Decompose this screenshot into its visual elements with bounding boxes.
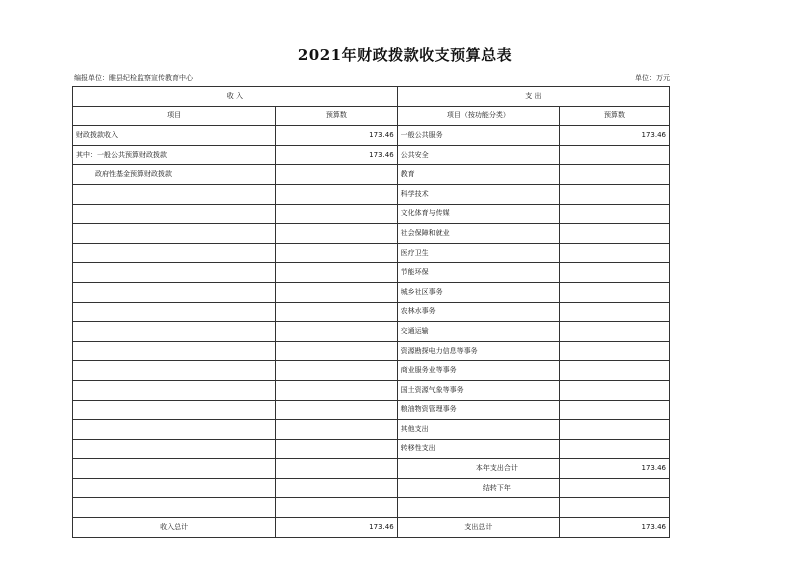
table-row xyxy=(73,361,670,381)
expense-value-cell xyxy=(560,361,670,381)
table-row xyxy=(73,341,670,361)
income-item-cell xyxy=(73,478,276,498)
expense-value-cell xyxy=(560,439,670,459)
expense-value-cell xyxy=(560,145,670,165)
income-value-cell xyxy=(276,439,398,459)
income-item-cell xyxy=(73,498,276,518)
expense-year-total-value: 173.46 xyxy=(560,459,670,479)
income-value-cell xyxy=(276,224,398,244)
expense-item-header: 项目（按功能分类） xyxy=(397,106,559,126)
expense-item-cell: 其他支出 xyxy=(397,420,559,440)
income-value-cell xyxy=(276,459,398,479)
income-item-cell xyxy=(73,420,276,440)
totals-row xyxy=(73,518,670,538)
income-value-cell: 173.46 xyxy=(276,145,398,165)
expense-value-cell xyxy=(560,282,670,302)
expense-item-cell: 文化体育与传媒 xyxy=(397,204,559,224)
income-value-cell xyxy=(276,165,398,185)
income-budget-header: 预算数 xyxy=(276,106,398,126)
expense-item-cell: 科学技术 xyxy=(397,184,559,204)
carry-forward-row xyxy=(73,478,670,498)
expense-value-cell: 173.46 xyxy=(560,126,670,146)
expense-item-cell: 农林水事务 xyxy=(397,302,559,322)
income-item-cell: 政府性基金预算财政拨款 xyxy=(73,165,276,185)
income-item-cell xyxy=(73,459,276,479)
income-section-header: 收 入 xyxy=(73,87,398,107)
expense-total-value: 173.46 xyxy=(560,518,670,538)
table-row xyxy=(73,184,670,204)
expense-value-cell xyxy=(560,263,670,283)
income-value-cell xyxy=(276,498,398,518)
table-row xyxy=(73,498,670,518)
income-value-cell xyxy=(276,204,398,224)
income-item-cell xyxy=(73,184,276,204)
income-item-cell xyxy=(73,380,276,400)
income-item-cell xyxy=(73,224,276,244)
table-row xyxy=(73,204,670,224)
expense-value-cell xyxy=(560,184,670,204)
income-value-cell xyxy=(276,322,398,342)
income-value-cell xyxy=(276,361,398,381)
expense-value-cell xyxy=(560,204,670,224)
expense-item-cell: 国土资源气象等事务 xyxy=(397,380,559,400)
income-value-cell xyxy=(276,341,398,361)
column-header-row xyxy=(73,106,670,126)
income-item-cell xyxy=(73,439,276,459)
table-row xyxy=(73,439,670,459)
table-row xyxy=(73,126,670,146)
expense-item-cell: 一般公共服务 xyxy=(397,126,559,146)
table-row xyxy=(73,243,670,263)
expense-item-cell: 商业服务业等事务 xyxy=(397,361,559,381)
income-item-header: 项目 xyxy=(73,106,276,126)
table-row xyxy=(73,420,670,440)
table-row xyxy=(73,145,670,165)
table-row xyxy=(73,282,670,302)
income-total-value: 173.46 xyxy=(276,518,398,538)
expense-value-cell xyxy=(560,498,670,518)
income-value-cell xyxy=(276,263,398,283)
table-row xyxy=(73,263,670,283)
carry-forward-label: 结转下年 xyxy=(397,478,559,498)
expense-year-total-row xyxy=(73,459,670,479)
income-value-cell xyxy=(276,400,398,420)
expense-item-cell: 公共安全 xyxy=(397,145,559,165)
table-row xyxy=(73,302,670,322)
income-item-cell xyxy=(73,263,276,283)
income-value-cell xyxy=(276,380,398,400)
section-header-row xyxy=(73,87,670,107)
income-value-cell xyxy=(276,420,398,440)
expense-value-cell xyxy=(560,341,670,361)
income-value-cell xyxy=(276,282,398,302)
income-item-cell xyxy=(73,302,276,322)
table-row xyxy=(73,322,670,342)
expense-item-cell: 粮油物资管理事务 xyxy=(397,400,559,420)
expense-item-cell: 社会保障和就业 xyxy=(397,224,559,244)
expense-item-cell: 教育 xyxy=(397,165,559,185)
expense-value-cell xyxy=(560,420,670,440)
expense-total-label: 支出总计 xyxy=(397,518,559,538)
income-value-cell xyxy=(276,302,398,322)
expense-value-cell xyxy=(560,243,670,263)
income-item-cell xyxy=(73,341,276,361)
expense-item-cell: 转移性支出 xyxy=(397,439,559,459)
income-item-cell xyxy=(73,243,276,263)
expense-budget-header: 预算数 xyxy=(560,106,670,126)
income-item-cell xyxy=(73,400,276,420)
carry-forward-value xyxy=(560,478,670,498)
expense-item-cell: 节能环保 xyxy=(397,263,559,283)
income-item-cell xyxy=(73,204,276,224)
expense-section-header: 支 出 xyxy=(397,87,669,107)
income-value-cell xyxy=(276,243,398,263)
income-item-cell xyxy=(73,361,276,381)
income-total-label: 收入总计 xyxy=(73,518,276,538)
budget-table xyxy=(72,86,670,538)
expense-year-total-label: 本年支出合计 xyxy=(397,459,559,479)
expense-value-cell xyxy=(560,302,670,322)
income-item-cell xyxy=(73,322,276,342)
expense-value-cell xyxy=(560,165,670,185)
expense-item-cell xyxy=(397,498,559,518)
table-row xyxy=(73,380,670,400)
reporting-unit: 编报单位：睢县纪检监察宣传教育中心 xyxy=(74,74,193,82)
expense-item-cell: 医疗卫生 xyxy=(397,243,559,263)
income-value-cell xyxy=(276,184,398,204)
expense-value-cell xyxy=(560,400,670,420)
table-row xyxy=(73,400,670,420)
currency-unit: 单位：万元 xyxy=(635,74,670,82)
income-value-cell: 173.46 xyxy=(276,126,398,146)
income-item-cell xyxy=(73,282,276,302)
expense-value-cell xyxy=(560,322,670,342)
table-row xyxy=(73,165,670,185)
income-item-cell: 其中：一般公共预算财政拨款 xyxy=(73,145,276,165)
expense-item-cell: 城乡社区事务 xyxy=(397,282,559,302)
expense-item-cell: 资源勘探电力信息等事务 xyxy=(397,341,559,361)
expense-item-cell: 交通运输 xyxy=(397,322,559,342)
expense-value-cell xyxy=(560,224,670,244)
page-title: 2021年财政拨款收支预算总表 xyxy=(297,46,513,64)
expense-value-cell xyxy=(560,380,670,400)
table-row xyxy=(73,224,670,244)
income-item-cell: 财政拨款收入 xyxy=(73,126,276,146)
income-value-cell xyxy=(276,478,398,498)
